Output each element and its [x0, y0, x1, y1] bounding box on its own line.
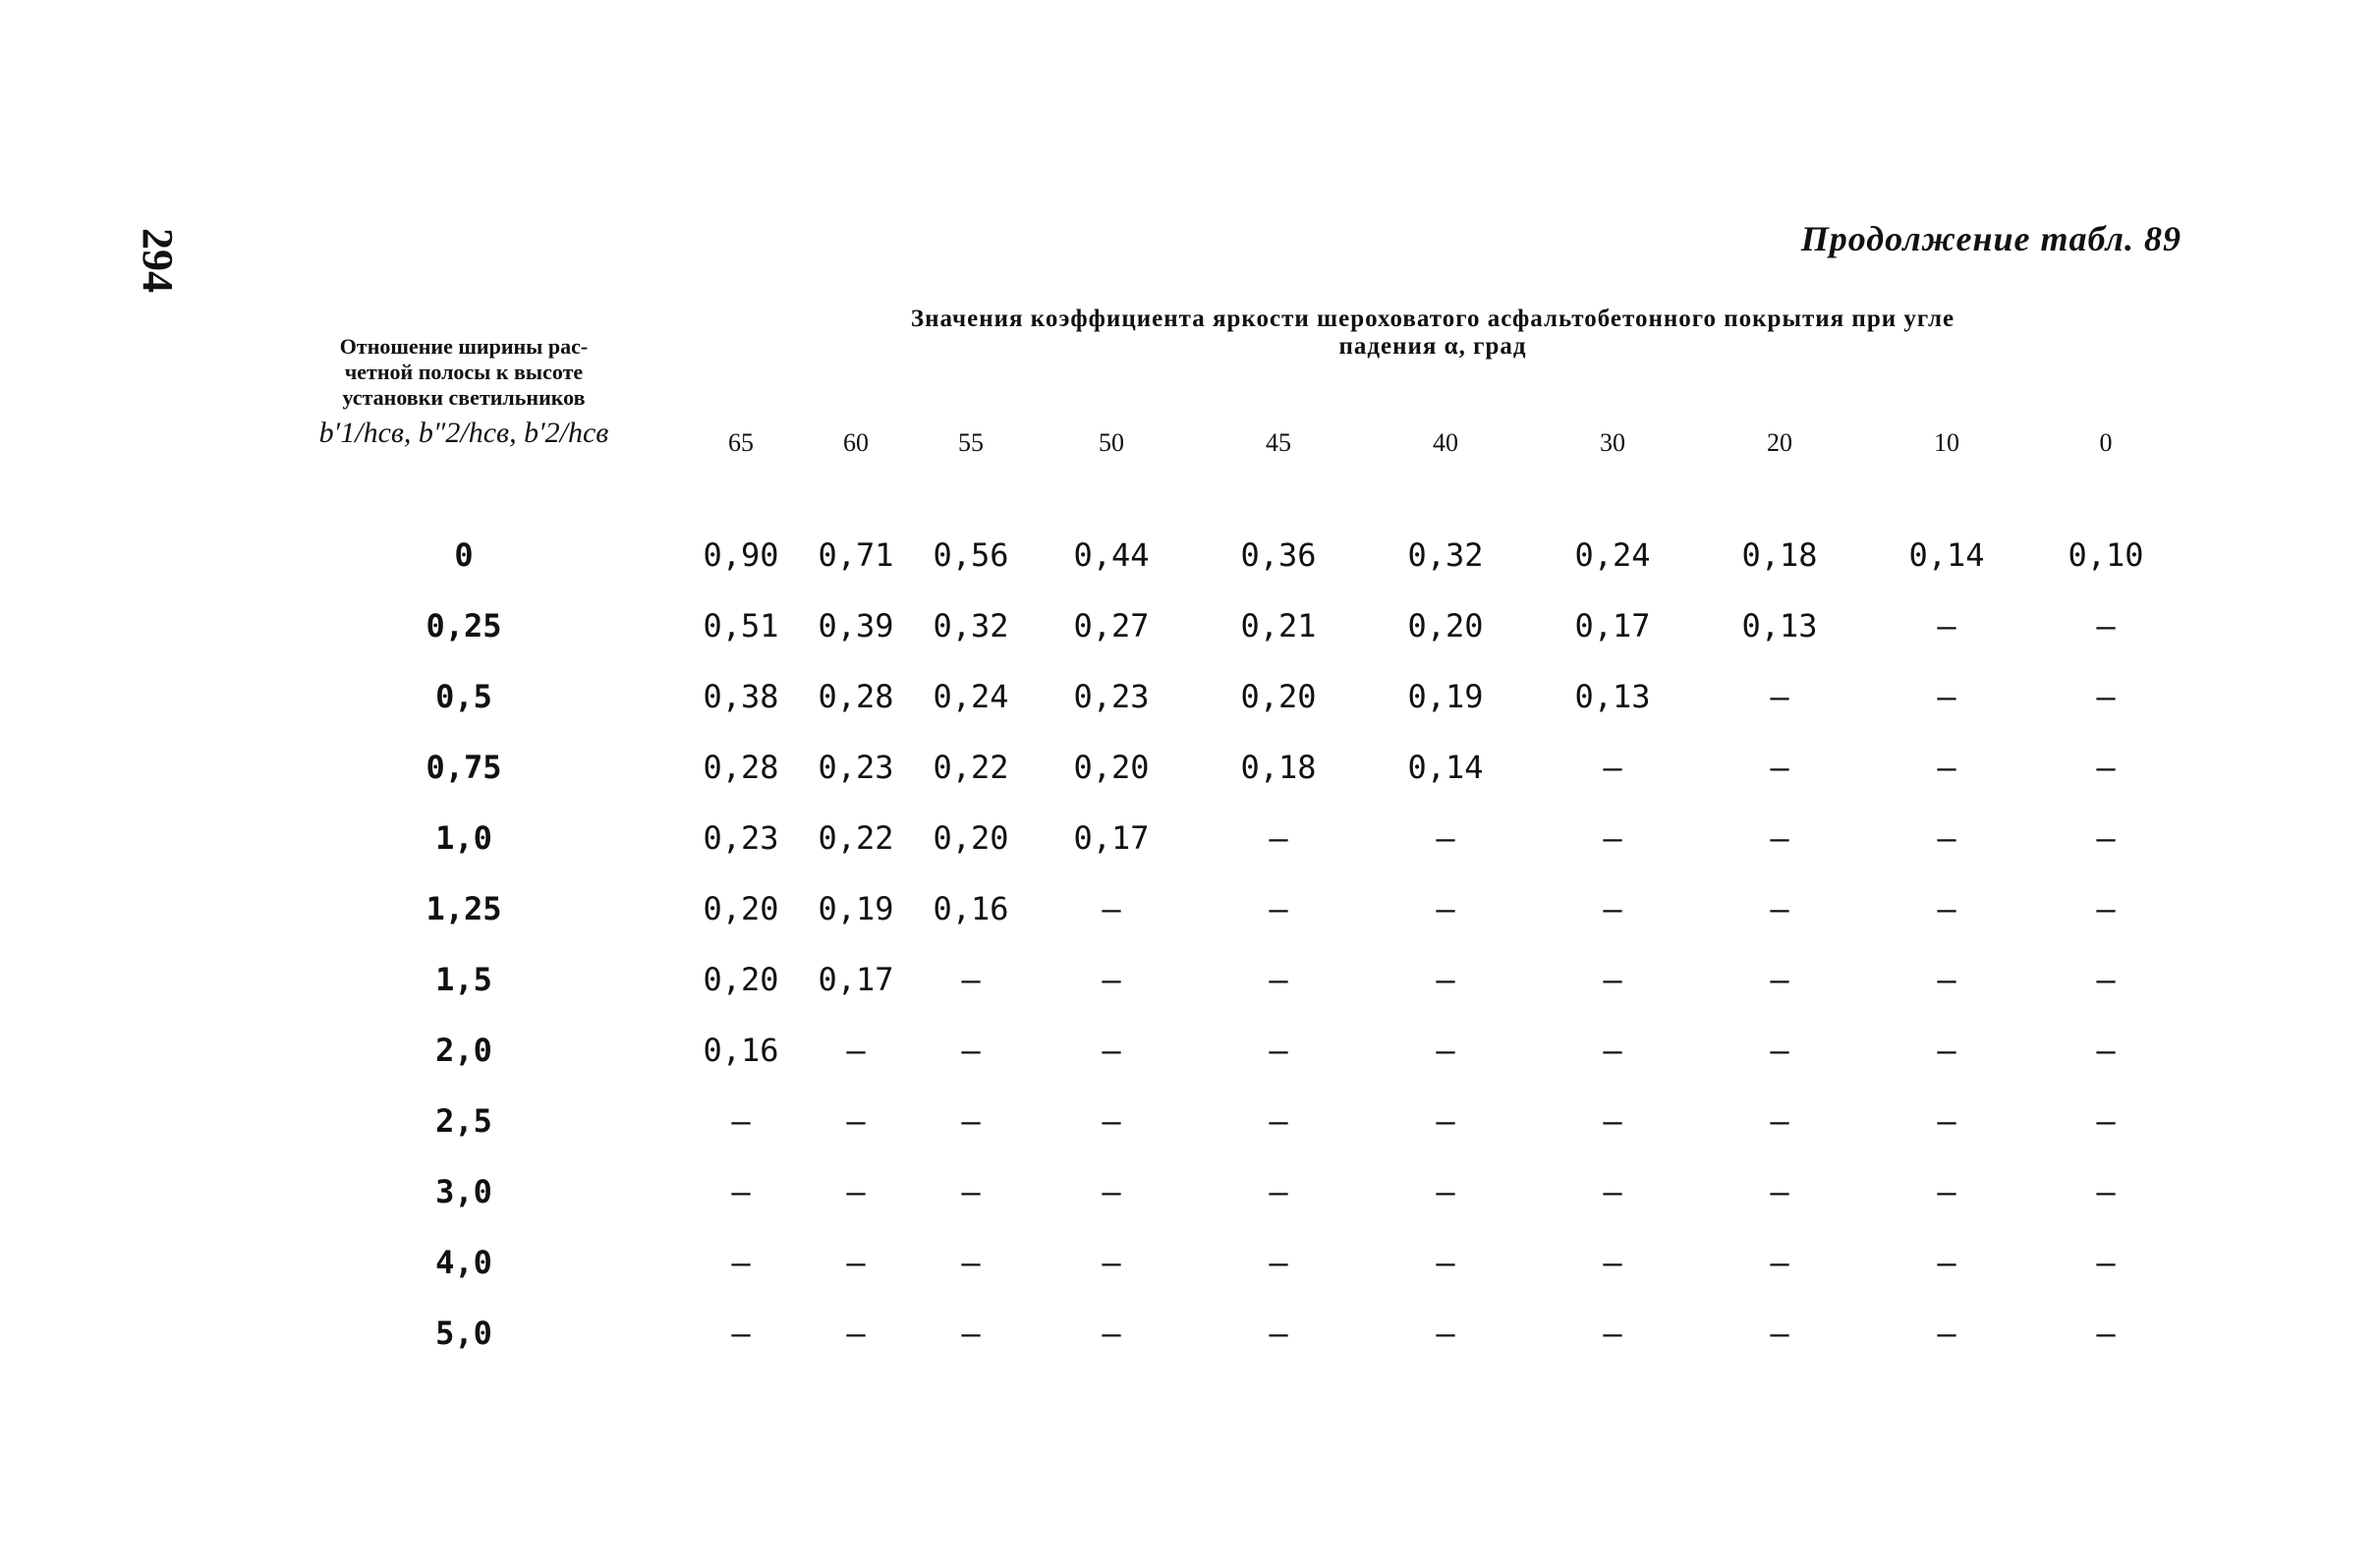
value-cell: 0,44	[1073, 536, 1150, 574]
value-cell: —	[1603, 961, 1622, 998]
value-cell: 0,14	[1407, 749, 1484, 786]
angle-header-6: 30	[1600, 428, 1625, 458]
value-cell: 0,27	[1073, 607, 1150, 644]
row-ratio-cell: 1,5	[435, 961, 492, 998]
value-cell: —	[1937, 961, 1956, 998]
row-ratio-cell: 2,5	[435, 1102, 492, 1140]
value-cell: —	[1937, 1173, 1956, 1210]
table-row	[244, 944, 2182, 1015]
angle-header-2: 55	[958, 428, 984, 458]
table-row	[244, 1227, 2182, 1298]
angle-header-3: 50	[1099, 428, 1124, 458]
stub-header-line3: установки светильников	[342, 384, 586, 410]
value-cell: 0,20	[1407, 607, 1484, 644]
row-ratio-cell: 0	[454, 536, 474, 574]
value-cell: 0,17	[818, 961, 894, 998]
value-cell: —	[2096, 1244, 2116, 1281]
value-cell: —	[2096, 607, 2116, 644]
value-cell: 0,13	[1741, 607, 1818, 644]
value-cell: 0,22	[933, 749, 1009, 786]
value-cell: 0,23	[703, 819, 779, 857]
row-ratio-cell: 0,25	[425, 607, 502, 644]
value-cell: —	[961, 1102, 981, 1140]
value-cell: —	[1436, 890, 1455, 927]
value-cell: —	[1770, 890, 1789, 927]
stub-header-line1: Отношение ширины рас-	[339, 333, 589, 359]
value-cell: —	[846, 1102, 866, 1140]
value-cell: —	[1603, 749, 1622, 786]
value-cell: —	[961, 1244, 981, 1281]
coefficient-group-header	[684, 279, 2182, 386]
value-cell: 0,13	[1574, 678, 1651, 715]
row-ratio-cell: 1,25	[425, 890, 502, 927]
value-cell: 0,20	[933, 819, 1009, 857]
value-cell: —	[961, 1173, 981, 1210]
table-row	[244, 1156, 2182, 1227]
row-ratio-cell: 0,5	[435, 678, 492, 715]
value-cell: —	[1436, 1315, 1455, 1352]
value-cell: 0,20	[1073, 749, 1150, 786]
angle-header-5: 40	[1433, 428, 1458, 458]
row-ratio-cell: 2,0	[435, 1032, 492, 1069]
value-cell: 0,28	[818, 678, 894, 715]
value-cell: 0,14	[1908, 536, 1985, 574]
value-cell: —	[1269, 890, 1288, 927]
row-ratio-cell: 5,0	[435, 1315, 492, 1352]
value-cell: 0,51	[703, 607, 779, 644]
value-cell: —	[1436, 1173, 1455, 1210]
value-cell: —	[2096, 1102, 2116, 1140]
table-body	[244, 500, 2182, 1388]
value-cell: —	[2096, 961, 2116, 998]
table-row	[244, 590, 2182, 661]
value-cell: —	[1603, 1173, 1622, 1210]
angle-header-0: 65	[728, 428, 754, 458]
value-cell: 0,19	[818, 890, 894, 927]
value-cell: 0,71	[818, 536, 894, 574]
value-cell: —	[961, 961, 981, 998]
value-cell: —	[1770, 961, 1789, 998]
value-cell: 0,36	[1240, 536, 1317, 574]
value-cell: —	[1937, 1244, 1956, 1281]
row-ratio-cell: 0,75	[425, 749, 502, 786]
value-cell: 0,90	[703, 536, 779, 574]
value-cell: —	[2096, 749, 2116, 786]
value-cell: —	[1770, 1032, 1789, 1069]
value-cell: —	[1436, 1244, 1455, 1281]
angle-header-9: 0	[2099, 428, 2113, 458]
value-cell: 0,24	[933, 678, 1009, 715]
value-cell: —	[1436, 1102, 1455, 1140]
table-row	[244, 661, 2182, 732]
angle-header-1: 60	[843, 428, 869, 458]
value-cell: 0,18	[1240, 749, 1317, 786]
value-cell: —	[1770, 678, 1789, 715]
value-cell: —	[1269, 961, 1288, 998]
value-cell: —	[1102, 1032, 1121, 1069]
value-cell: —	[1603, 1244, 1622, 1281]
value-cell: —	[1436, 1032, 1455, 1069]
table-row	[244, 873, 2182, 944]
row-ratio-cell: 1,0	[435, 819, 492, 857]
table-row	[244, 1298, 2182, 1388]
value-cell: —	[1102, 1173, 1121, 1210]
value-cell: —	[1269, 1173, 1288, 1210]
row-ratio-cell: 4,0	[435, 1244, 492, 1281]
value-cell: —	[1102, 961, 1121, 998]
value-cell: 0,18	[1741, 536, 1818, 574]
table-row	[244, 1015, 2182, 1086]
value-cell: —	[731, 1173, 751, 1210]
value-cell: —	[2096, 1173, 2116, 1210]
value-cell: —	[2096, 1032, 2116, 1069]
table-row	[244, 732, 2182, 803]
value-cell: —	[1770, 1315, 1789, 1352]
value-cell: 0,20	[1240, 678, 1317, 715]
page-number: 294	[134, 228, 182, 293]
value-cell: —	[1102, 1244, 1121, 1281]
value-cell: —	[1937, 678, 1956, 715]
value-cell: —	[1269, 1315, 1288, 1352]
value-cell: 0,16	[703, 1032, 779, 1069]
value-cell: —	[2096, 1315, 2116, 1352]
value-cell: —	[846, 1173, 866, 1210]
value-cell: —	[1937, 1032, 1956, 1069]
value-cell: —	[1937, 890, 1956, 927]
value-cell: 0,23	[818, 749, 894, 786]
value-cell: —	[1937, 749, 1956, 786]
value-cell: —	[1269, 1102, 1288, 1140]
stub-column-header	[244, 279, 684, 500]
value-cell: —	[1436, 819, 1455, 857]
value-cell: —	[1770, 1173, 1789, 1210]
stub-header-line2: четной полосы к высоте	[344, 359, 584, 384]
value-cell: 0,17	[1073, 819, 1150, 857]
value-cell: 0,20	[703, 961, 779, 998]
value-cell: —	[1102, 1315, 1121, 1352]
value-cell: —	[1102, 1102, 1121, 1140]
value-cell: 0,32	[933, 607, 1009, 644]
value-cell: 0,22	[818, 819, 894, 857]
value-cell: —	[961, 1315, 981, 1352]
value-cell: —	[1269, 1032, 1288, 1069]
table-row	[244, 1086, 2182, 1156]
value-cell: —	[1436, 961, 1455, 998]
table-row	[244, 500, 2182, 590]
value-cell: 0,21	[1240, 607, 1317, 644]
group-header-line2: падения α, град	[1338, 332, 1527, 360]
angle-header-8: 10	[1934, 428, 1959, 458]
value-cell: 0,39	[818, 607, 894, 644]
value-cell: —	[2096, 890, 2116, 927]
value-cell: 0,17	[1574, 607, 1651, 644]
value-cell: —	[1770, 819, 1789, 857]
luminance-coefficient-table	[244, 279, 2182, 1388]
value-cell: —	[1937, 1102, 1956, 1140]
value-cell: —	[1770, 1102, 1789, 1140]
value-cell: —	[1937, 1315, 1956, 1352]
value-cell: 0,23	[1073, 678, 1150, 715]
value-cell: 0,28	[703, 749, 779, 786]
stub-header-formula: b′1/hсв, b″2/hсв, b′2/hсв	[318, 416, 609, 449]
value-cell: —	[2096, 819, 2116, 857]
value-cell: —	[1937, 819, 1956, 857]
value-cell: —	[846, 1032, 866, 1069]
value-cell: —	[1603, 1032, 1622, 1069]
value-cell: —	[1269, 1244, 1288, 1281]
value-cell: —	[1770, 749, 1789, 786]
value-cell: 0,38	[703, 678, 779, 715]
angle-header-4: 45	[1266, 428, 1291, 458]
value-cell: —	[1603, 1102, 1622, 1140]
table-row	[244, 803, 2182, 873]
value-cell: —	[1603, 819, 1622, 857]
group-header-line1: Значения коэффициента яркости шероховатого асфальтобетонного покрытия при угле	[910, 305, 1955, 332]
value-cell: 0,10	[2068, 536, 2144, 574]
value-cell: 0,56	[933, 536, 1009, 574]
value-cell: —	[731, 1315, 751, 1352]
value-cell: 0,32	[1407, 536, 1484, 574]
value-cell: 0,20	[703, 890, 779, 927]
value-cell: —	[1603, 890, 1622, 927]
table-continuation-label: Продолжение табл. 89	[1800, 219, 2182, 258]
value-cell: 0,16	[933, 890, 1009, 927]
value-cell: —	[1937, 607, 1956, 644]
value-cell: —	[1102, 890, 1121, 927]
value-cell: —	[731, 1102, 751, 1140]
value-cell: —	[1269, 819, 1288, 857]
value-cell: —	[2096, 678, 2116, 715]
row-ratio-cell: 3,0	[435, 1173, 492, 1210]
value-cell: —	[846, 1315, 866, 1352]
value-cell: —	[1770, 1244, 1789, 1281]
value-cell: 0,24	[1574, 536, 1651, 574]
value-cell: —	[961, 1032, 981, 1069]
value-cell: —	[846, 1244, 866, 1281]
angle-header-7: 20	[1767, 428, 1792, 458]
value-cell: —	[731, 1244, 751, 1281]
value-cell: —	[1603, 1315, 1622, 1352]
value-cell: 0,19	[1407, 678, 1484, 715]
